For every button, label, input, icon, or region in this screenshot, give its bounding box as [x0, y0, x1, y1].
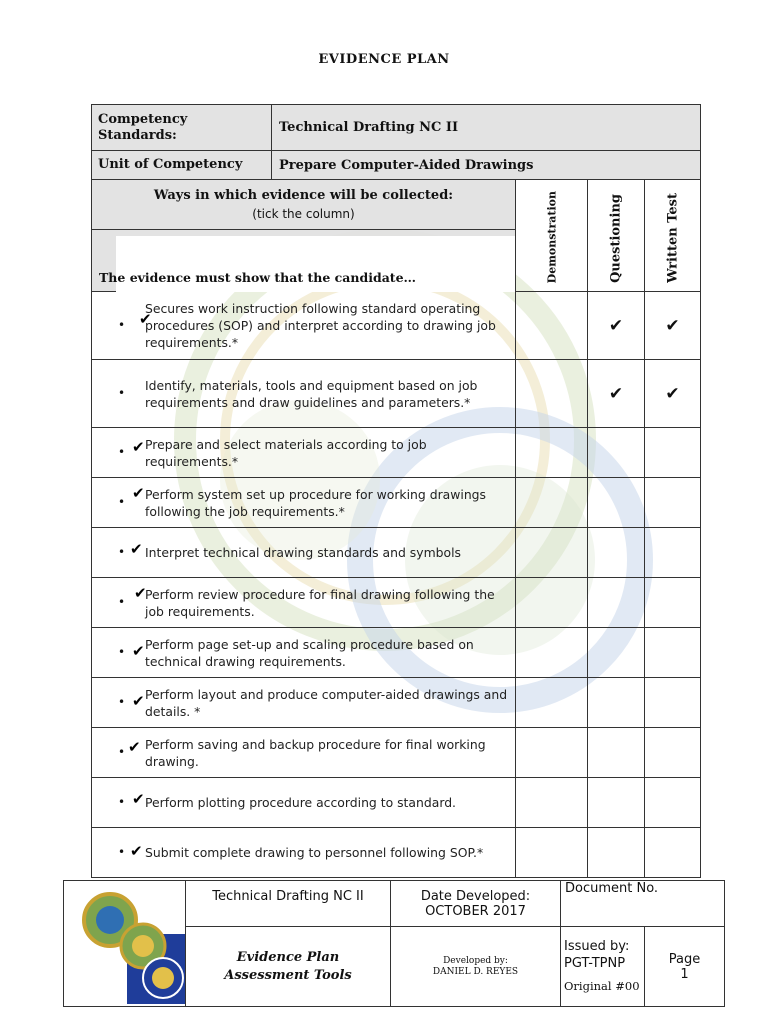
bullet-icon: •: [118, 694, 126, 709]
criteria-cell: [92, 478, 516, 528]
criteria-cell: [92, 728, 516, 778]
ways-subtitle: (tick the column): [252, 206, 355, 221]
check-cell-written-test: [645, 428, 701, 478]
checkmark-icon: ✔: [665, 315, 680, 336]
handwritten-tick-icon: ✔: [139, 310, 152, 328]
footer-doc-type-line1: Evidence Plan: [236, 949, 340, 965]
footer-page-cell: [645, 927, 725, 1007]
footer-issued-by-value: PGT-TPNP: [564, 956, 626, 971]
criteria-cell: [92, 578, 516, 628]
handwritten-tick-icon: ✔: [132, 790, 145, 808]
handwritten-tick-icon: ✔: [132, 642, 145, 660]
check-cell-questioning: [588, 292, 645, 360]
evidence-must-show-label: The evidence must show that the candidate…: [99, 270, 417, 285]
handwritten-tick-icon: ✔: [132, 692, 145, 710]
ways-title: Ways in which evidence will be collected:: [153, 187, 454, 203]
bullet-icon: •: [118, 494, 126, 509]
handwritten-tick-icon: ✔: [130, 842, 143, 860]
footer-doc-type-line2: Assessment Tools: [224, 967, 352, 983]
checkmark-icon: ✔: [665, 383, 680, 404]
unit-of-competency-value: Prepare Computer-Aided Drawings: [272, 151, 701, 180]
ways-header: [92, 180, 516, 230]
handwritten-tick-icon: ✔: [132, 484, 145, 502]
criteria-row: [92, 292, 701, 360]
footer-date-value: OCTOBER 2017: [425, 903, 526, 919]
check-cell-written-test: [645, 678, 701, 728]
bullet-icon: •: [118, 744, 126, 759]
footer-developed-by-label: Developed by:: [443, 955, 508, 966]
handwritten-tick-icon: ✔: [132, 438, 145, 456]
check-cell-written-test: [645, 478, 701, 528]
column-header-questioning: [588, 180, 645, 292]
criteria-text: Perform system set up procedure for working drawings following the job requirements.*: [145, 486, 487, 519]
footer-logo-cell: [64, 881, 186, 1007]
check-cell-questioning: [588, 360, 645, 428]
bullet-icon: •: [118, 644, 126, 659]
criteria-text: Perform saving and backup procedure for final working drawing.: [145, 736, 486, 769]
check-cell-written-test: [645, 828, 701, 878]
criteria-cell: [92, 528, 516, 578]
criteria-cell: [92, 628, 516, 678]
footer-qualification: Technical Drafting NC II: [186, 881, 391, 927]
check-cell-demonstration: [516, 528, 588, 578]
footer-developed-by-name: DANIEL D. REYES: [432, 966, 519, 977]
check-cell-demonstration: [516, 628, 588, 678]
criteria-cell: [92, 678, 516, 728]
bullet-icon: •: [118, 444, 126, 459]
criteria-text: Perform layout and produce computer-aided drawings and details. *: [145, 686, 508, 719]
check-cell-demonstration: [516, 292, 588, 360]
criteria-cell: [92, 292, 516, 360]
check-cell-written-test: [645, 292, 701, 360]
criteria-row: [92, 578, 701, 628]
unit-of-competency-label: Unit of Competency: [92, 151, 272, 180]
column-header-written-test: [645, 180, 701, 292]
competency-standards-value: Technical Drafting NC II: [272, 105, 701, 151]
checkmark-icon: ✔: [608, 315, 624, 336]
evidence-must-show-cell: [92, 230, 516, 292]
check-cell-demonstration: [516, 678, 588, 728]
footer-date-cell: [391, 881, 561, 927]
document-title: EVIDENCE PLAN: [318, 52, 450, 67]
criteria-text: Interpret technical drawing standards and symbols: [145, 545, 462, 560]
footer-doc-type-cell: [186, 927, 391, 1007]
check-cell-demonstration: [516, 360, 588, 428]
criteria-row: [92, 478, 701, 528]
check-cell-questioning: [588, 428, 645, 478]
criteria-row: [92, 778, 701, 828]
check-cell-written-test: [645, 360, 701, 428]
check-cell-demonstration: [516, 478, 588, 528]
check-cell-questioning: [588, 628, 645, 678]
column-label-demonstration: Demonstration: [545, 190, 558, 283]
check-cell-questioning: [588, 778, 645, 828]
check-cell-written-test: [645, 628, 701, 678]
check-cell-demonstration: [516, 728, 588, 778]
footer-document-no: Document No.: [561, 881, 725, 927]
criteria-rows: [92, 292, 701, 878]
check-cell-written-test: [645, 728, 701, 778]
check-cell-demonstration: [516, 828, 588, 878]
criteria-text: Perform page set-up and scaling procedure based on technical drawing requirements.: [145, 636, 474, 669]
bullet-icon: •: [118, 544, 126, 559]
criteria-text: Prepare and select materials according to job requirements.*: [145, 436, 427, 469]
column-header-demonstration: [516, 180, 588, 292]
criteria-cell: [92, 828, 516, 878]
province-seals-logo: [65, 882, 185, 1006]
footer-page-number: 1: [680, 966, 689, 982]
check-cell-demonstration: [516, 778, 588, 828]
footer-issued-cell: [561, 927, 645, 1007]
evidence-plan-table: [91, 104, 701, 878]
check-cell-questioning: [588, 578, 645, 628]
footer-date-label: Date Developed:: [420, 888, 531, 904]
criteria-text: Perform plotting procedure according to standard.: [145, 795, 456, 810]
check-cell-questioning: [588, 528, 645, 578]
check-cell-questioning: [588, 678, 645, 728]
criteria-cell: [92, 778, 516, 828]
criteria-row: [92, 428, 701, 478]
check-cell-written-test: [645, 528, 701, 578]
bullet-icon: •: [118, 385, 126, 400]
check-cell-questioning: [588, 478, 645, 528]
criteria-row: [92, 628, 701, 678]
footer-issued-by-label: Issued by:: [564, 939, 630, 954]
handwritten-tick-icon: ✔: [134, 584, 147, 602]
footer-original-label: Original #00: [564, 979, 640, 993]
criteria-row: [92, 728, 701, 778]
criteria-row: [92, 678, 701, 728]
handwritten-tick-icon: ✔: [128, 738, 141, 756]
handwritten-tick-icon: ✔: [130, 540, 143, 558]
criteria-text: Perform review procedure for final drawing following the job requirements.: [145, 586, 495, 619]
footer-page-label: Page: [668, 951, 701, 967]
check-cell-demonstration: [516, 428, 588, 478]
footer-developed-by-cell: [391, 927, 561, 1007]
criteria-text: Secures work instruction following standard operating procedures (SOP) and interpret according to drawing job requirements.*: [145, 301, 496, 350]
check-cell-questioning: [588, 828, 645, 878]
check-cell-demonstration: [516, 578, 588, 628]
column-label-questioning: Questioning: [608, 194, 624, 283]
bullet-icon: •: [118, 844, 126, 859]
criteria-cell: [92, 428, 516, 478]
criteria-row: [92, 828, 701, 878]
bullet-icon: •: [118, 317, 126, 332]
bullet-icon: •: [118, 794, 126, 809]
competency-standards-label: Competency Standards:: [92, 105, 272, 151]
check-cell-written-test: [645, 778, 701, 828]
criteria-row: [92, 360, 701, 428]
criteria-cell: [92, 360, 516, 428]
bullet-icon: •: [118, 594, 126, 609]
criteria-text: Identify, materials, tools and equipment based on job requirements and draw guidelines and parameters.*: [145, 377, 478, 410]
column-label-written-test: Written Test: [665, 193, 681, 283]
criteria-row: [92, 528, 701, 578]
document-footer: [63, 880, 725, 1007]
checkmark-icon: ✔: [608, 383, 624, 404]
criteria-text: Submit complete drawing to personnel following SOP.*: [145, 845, 484, 860]
check-cell-written-test: [645, 578, 701, 628]
check-cell-questioning: [588, 728, 645, 778]
